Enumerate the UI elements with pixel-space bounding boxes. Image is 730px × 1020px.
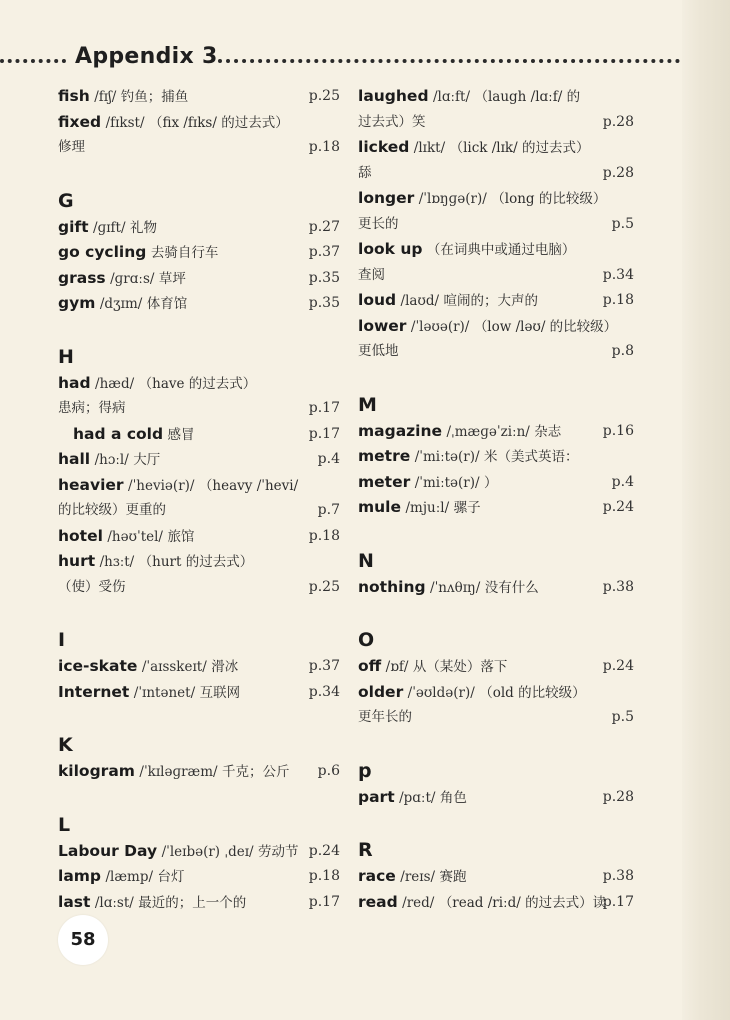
entry-pronunciation: /ˈleɪbə(r) ˌdeɪ/ (161, 843, 254, 860)
entry-word: longer (358, 189, 415, 207)
entry-pronunciation: /pɑːt/ (399, 789, 436, 806)
vocab-entry (358, 575, 634, 601)
entry-continuation (358, 339, 634, 365)
entry-page-ref: p.35 (308, 269, 340, 286)
entry-pronunciation: /ˈɪntənet/ (133, 684, 196, 701)
entry-page-ref: p.34 (602, 266, 634, 283)
entry-meaning: （long 的比较级） (491, 191, 607, 207)
section-gap (58, 161, 340, 185)
entry-meaning: 骡子 (453, 500, 481, 516)
entry-meaning: 台灯 (157, 869, 185, 885)
entry-page-ref: p.5 (611, 709, 634, 725)
entry-word: mule (358, 498, 402, 516)
entry-word: hurt (58, 552, 96, 570)
entry-page-ref: p.25 (308, 88, 340, 104)
entry-word: laughed (358, 87, 429, 105)
entry-meaning: 过去式）笑 (358, 113, 426, 130)
vocab-entry (358, 84, 634, 110)
entry-meaning: （low /ləʊ/ 的比较级） (473, 318, 618, 335)
entry-page-ref: p.37 (308, 658, 340, 674)
entry-page-ref: p.17 (602, 893, 634, 910)
entry-word: meter (358, 472, 411, 491)
entry-meaning: 修理 (58, 139, 85, 155)
entry-meaning: 角色 (439, 789, 467, 806)
section-gap (358, 521, 634, 545)
vocab-entry (358, 495, 634, 521)
entry-continuation (58, 498, 340, 524)
entry-word: loud (358, 291, 397, 309)
entry-page-ref: p.6 (317, 763, 340, 779)
section-gap (58, 317, 340, 341)
vocab-entry (58, 84, 340, 110)
vocab-entry (58, 422, 340, 448)
entry-word: read (358, 892, 398, 911)
entry-word: fixed (58, 112, 102, 131)
vocab-entry (358, 186, 634, 212)
entry-page-ref: p.28 (602, 788, 634, 805)
section-letter: H (58, 345, 74, 368)
entry-word: lamp (58, 867, 102, 885)
section-gap (58, 705, 340, 729)
entry-meaning: 杂志 (534, 423, 562, 440)
entry-page-ref: p.25 (308, 578, 340, 595)
section-letter: M (358, 393, 377, 416)
entry-page-ref: p.18 (308, 527, 340, 544)
entry-continuation (358, 212, 634, 238)
entry-pronunciation: /ˈmiːtə(r)/ (414, 449, 480, 465)
entry-pronunciation: /ˌmæɡəˈziːn/ (446, 423, 530, 440)
entry-meaning: 礼物 (129, 219, 157, 236)
section-gap (358, 731, 634, 755)
entry-word: off (358, 657, 382, 675)
vocab-entry (58, 759, 340, 785)
entry-meaning: 的比较级）更重的 (58, 502, 166, 518)
entry-page-ref: p.18 (308, 868, 340, 884)
entry-pronunciation: /fɪʃ/ (94, 89, 117, 105)
entry-page-ref: p.18 (308, 139, 340, 155)
entry-meaning: 滑冰 (211, 659, 239, 675)
entry-word: Labour Day (58, 841, 158, 860)
entry-meaning: 体育馆 (146, 296, 188, 312)
entry-pronunciation: /ɡɪft/ (93, 219, 126, 236)
vocab-entry (58, 240, 340, 266)
page-title: Appendix 3 (75, 44, 218, 69)
entry-word: nothing (358, 577, 426, 596)
entry-meaning: 感冒 (167, 426, 195, 443)
section-letter: N (358, 549, 374, 572)
entry-page-ref: p.38 (602, 578, 634, 595)
vocab-entry (358, 785, 634, 811)
entry-meaning: 查阅 (358, 266, 385, 283)
entry-pronunciation: /ˈəʊldə(r)/ (407, 684, 475, 701)
entry-word: licked (358, 138, 410, 156)
entry-continuation (58, 135, 340, 161)
section-gap (58, 600, 340, 624)
vocab-entry (58, 654, 340, 680)
entry-word: look up (358, 240, 423, 258)
vocab-entry (58, 371, 340, 397)
entry-pronunciation: /ˈləʊə(r)/ (410, 318, 470, 335)
vocab-entry (358, 314, 634, 340)
vocab-entry (58, 447, 340, 473)
entry-word: kilogram (58, 762, 135, 780)
entry-pronunciation: /red/ (402, 894, 435, 911)
vocab-entry (358, 680, 634, 706)
entry-meaning: 没有什么 (484, 579, 539, 596)
vocab-entry (58, 215, 340, 241)
vocab-entry (358, 237, 634, 263)
entry-page-ref: p.38 (602, 868, 634, 884)
entry-meaning: （hurt 的过去式） (138, 554, 254, 570)
entry-word: part (358, 787, 395, 806)
dotted-rule-right (218, 59, 680, 63)
vocab-entry (358, 135, 634, 161)
entry-pronunciation: /ˈnʌθɪŋ/ (430, 579, 481, 596)
entry-meaning: （laugh /lɑːf/ 的 (474, 89, 581, 105)
section-letter: G (58, 189, 74, 212)
entry-word: hotel (58, 526, 103, 545)
entry-pronunciation: /lɪkt/ (413, 140, 446, 156)
entry-word: ice-skate (58, 657, 138, 675)
vocab-entry (58, 473, 340, 499)
entry-pronunciation: /ɒf/ (385, 659, 409, 675)
entry-page-ref: p.37 (308, 244, 340, 260)
vocab-entry (58, 864, 340, 890)
entry-meaning: 千克；公斤 (222, 764, 290, 780)
page-number: 58 (70, 929, 96, 950)
entry-page-ref: p.4 (611, 473, 634, 490)
entry-page-ref: p.28 (602, 164, 634, 181)
section-gap (358, 600, 634, 624)
entry-pronunciation: /ˈlɒŋɡə(r)/ (418, 191, 487, 207)
entry-meaning: （fix /fɪks/ 的过去式） (148, 114, 289, 131)
entry-page-ref: p.7 (317, 502, 340, 518)
entry-pronunciation: /hɔːl/ (94, 452, 129, 468)
entry-meaning: 更年长的 (358, 709, 412, 725)
entry-word: lower (358, 316, 407, 335)
vocab-entry (58, 839, 340, 865)
entry-page-ref: p.17 (308, 400, 340, 416)
entry-meaning: （old 的比较级） (479, 684, 586, 701)
entry-pronunciation: /læmp/ (105, 869, 154, 885)
entry-word: heavier (58, 475, 124, 494)
right-column (358, 84, 634, 915)
entry-page-ref: p.24 (602, 499, 634, 515)
vocab-entry (358, 864, 634, 890)
entry-meaning: 大厅 (133, 452, 161, 468)
entry-page-ref: p.5 (611, 215, 634, 232)
entry-pronunciation: /hɜːt/ (99, 554, 135, 570)
vocab-entry (58, 524, 340, 550)
entry-meaning: 去骑自行车 (150, 245, 219, 261)
entry-continuation (58, 396, 340, 422)
section-letter: O (358, 629, 375, 651)
entry-pronunciation: /ˈheviə(r)/ (128, 477, 195, 494)
entry-meaning: 互联网 (199, 684, 241, 701)
entry-meaning: 钓鱼；捕鱼 (120, 89, 189, 105)
dotted-rule-left (0, 59, 66, 63)
entry-word: last (58, 892, 91, 911)
vocab-entry (358, 288, 634, 314)
section-gap (358, 365, 634, 389)
entry-pronunciation: /lɑːst/ (94, 894, 134, 911)
entry-word: gym (58, 294, 96, 312)
entry-pronunciation: /mjuːl/ (405, 500, 450, 516)
entry-pronunciation: /hæd/ (95, 375, 135, 392)
entry-word: metre (358, 447, 411, 465)
entry-continuation (358, 705, 634, 731)
entry-pronunciation: /lɑːft/ (433, 89, 471, 105)
section-letter: R (358, 839, 373, 861)
entry-page-ref: p.4 (317, 451, 340, 467)
vocab-entry (358, 419, 634, 445)
vocab-entry (58, 680, 340, 706)
page-edge-shadow (682, 0, 730, 1020)
entry-word: older (358, 682, 404, 701)
entry-page-ref: p.8 (611, 343, 634, 359)
entry-pronunciation: /ˈaɪsskeɪt/ (141, 659, 207, 675)
left-column (58, 84, 340, 915)
entry-pronunciation: /həʊˈtel/ (107, 528, 163, 545)
entry-page-ref: p.35 (308, 295, 340, 311)
appendix-header (0, 44, 730, 74)
entry-page-ref: p.17 (308, 893, 340, 910)
entry-word: had (58, 373, 91, 392)
entry-pronunciation: /ˈkɪləɡræm/ (139, 764, 218, 780)
entry-meaning: （heavy /ˈhevi/ (198, 477, 299, 494)
vocab-entry (358, 470, 634, 496)
vocab-entry (58, 110, 340, 136)
section-letter: L (58, 813, 71, 836)
entry-meaning: 舔 (358, 164, 372, 181)
entry-word: Internet (58, 682, 130, 701)
entry-page-ref: p.24 (602, 658, 634, 674)
entry-pronunciation: /fɪkst/ (105, 114, 145, 131)
entry-page-ref: p.24 (308, 842, 340, 859)
entry-page-ref: p.34 (308, 683, 340, 700)
entry-continuation (358, 263, 634, 289)
section-letter: K (58, 734, 73, 756)
section-gap (358, 810, 634, 834)
vocab-entry (58, 890, 340, 916)
entry-meaning: 最近的；上一个的 (138, 894, 247, 911)
vocab-entry (358, 654, 634, 680)
entry-word: fish (58, 87, 90, 105)
entry-page-ref: p.28 (602, 113, 634, 130)
entry-pronunciation: /ˈmiːtə(r)/ (414, 474, 480, 491)
entry-meaning: （在词典中或通过电脑） (426, 242, 576, 258)
section-letter: p (358, 759, 372, 782)
entry-meaning: 更长的 (358, 215, 399, 232)
vocab-entry (358, 444, 634, 470)
entry-meaning: 米（美式英语： (484, 449, 579, 465)
entry-pronunciation: /ɡrɑːs/ (110, 270, 155, 287)
entry-continuation (358, 161, 634, 187)
vocab-entry (58, 549, 340, 575)
entry-word: gift (58, 217, 89, 236)
entry-meaning: 劳动节 (258, 843, 299, 860)
entry-pronunciation: /reɪs/ (400, 869, 436, 885)
entry-meaning: 赛跑 (439, 869, 467, 885)
entry-page-ref: p.18 (602, 292, 634, 308)
entry-word: grass (58, 268, 106, 287)
entry-meaning: 更低地 (358, 343, 399, 359)
entry-meaning: 草坪 (158, 270, 186, 287)
entry-meaning: （使）受伤 (58, 578, 126, 595)
entry-meaning: （read /riːd/ 的过去式）读 (438, 894, 607, 911)
entry-word: had a cold (73, 424, 164, 443)
entry-meaning: （have 的过去式） (138, 375, 257, 392)
entry-pronunciation: /dʒɪm/ (99, 296, 143, 312)
vocab-entry (58, 266, 340, 292)
entry-word: magazine (358, 421, 443, 440)
entry-word: race (358, 867, 396, 885)
entry-page-ref: p.16 (602, 422, 634, 439)
entry-continuation (358, 110, 634, 136)
section-letter: I (58, 629, 66, 651)
entry-meaning: 喧闹的；大声的 (443, 293, 538, 309)
section-gap (58, 785, 340, 809)
entry-continuation (58, 575, 340, 601)
entry-page-ref: p.27 (308, 218, 340, 235)
entry-meaning: 从（某处）落下 (412, 659, 508, 675)
entry-meaning: 旅馆 (167, 528, 195, 545)
entry-meaning: （lick /lɪk/ 的过去式） (449, 140, 590, 156)
vocab-entry (58, 291, 340, 317)
entry-page-ref: p.17 (308, 425, 340, 442)
entry-pronunciation: /laʊd/ (400, 293, 440, 309)
vocab-entry (358, 890, 634, 916)
entry-meaning: ） (484, 474, 498, 491)
entry-meaning: 患病；得病 (58, 400, 126, 416)
entry-word: hall (58, 450, 91, 468)
entry-word: go cycling (58, 243, 147, 261)
page-number-badge (58, 915, 108, 965)
